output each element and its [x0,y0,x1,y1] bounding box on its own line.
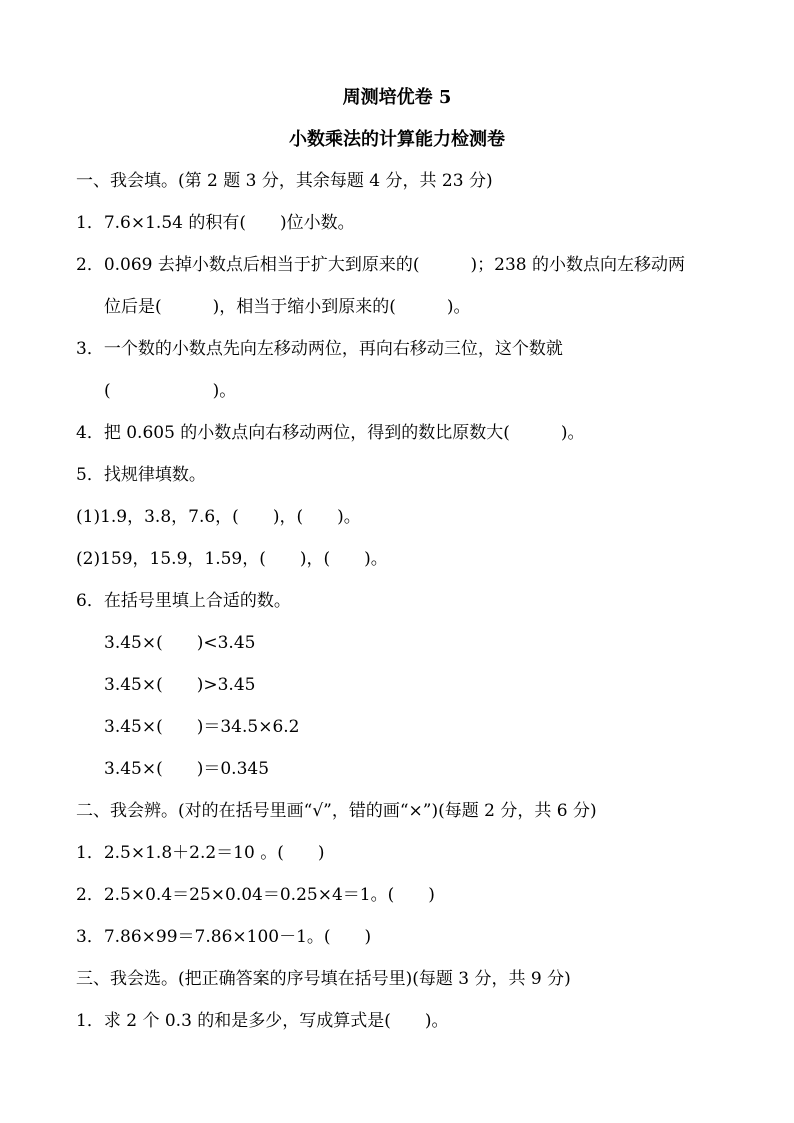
page-title: 周测培优卷 5 [342,87,452,108]
choose-question-1: 1．求 2 个 0.3 的和是多少，写成算式是( )。 [76,1011,449,1031]
fill-question-6-item-a: 3.45×( )<3.45 [104,633,256,653]
judge-question-2: 2．2.5×0.4＝25×0.04＝0.25×4＝1。( ) [76,885,435,905]
judge-question-3: 3．7.86×99＝7.86×100－1。( ) [76,927,372,947]
fill-question-6-item-d: 3.45×( )＝0.345 [104,759,270,779]
fill-question-1: 1．7.6×1.54 的积有( )位小数。 [76,213,355,233]
fill-question-3-line-2: ( )。 [104,381,237,401]
fill-question-4: 4．把 0.605 的小数点向右移动两位，得到的数比原数大( )。 [76,423,585,443]
judge-question-1: 1．2.5×1.8＋2.2＝10 。( ) [76,843,325,863]
fill-question-6-item-b: 3.45×( )>3.45 [104,675,256,695]
fill-question-5-part-2: (2)159，15.9，1.59，( )，( )。 [76,549,388,569]
fill-question-3-line-1: 3．一个数的小数点先向左移动两位，再向右移动三位，这个数就 [76,339,563,359]
section-judge-header: 二、我会辨。(对的在括号里画“√”，错的画“×”)(每题 2 分，共 6 分) [76,801,597,821]
fill-question-5: 5．找规律填数。 [76,465,206,485]
section-fill-header: 一、我会填。(第 2 题 3 分，其余每题 4 分，共 23 分) [76,171,493,191]
fill-question-5-part-1: (1)1.9，3.8，7.6，( )，( )。 [76,507,361,527]
fill-question-6-item-c: 3.45×( )＝34.5×6.2 [104,717,300,737]
fill-question-2-line-1: 2．0.069 去掉小数点后相当于扩大到原来的( )；238 的小数点向左移动两 [76,255,686,275]
section-choose-header: 三、我会选。(把正确答案的序号填在括号里)(每题 3 分，共 9 分) [76,969,571,989]
page-subtitle: 小数乘法的计算能力检测卷 [289,129,505,150]
fill-question-2-line-2: 位后是( )，相当于缩小到原来的( )。 [104,297,471,317]
fill-question-6: 6．在括号里填上合适的数。 [76,591,291,611]
